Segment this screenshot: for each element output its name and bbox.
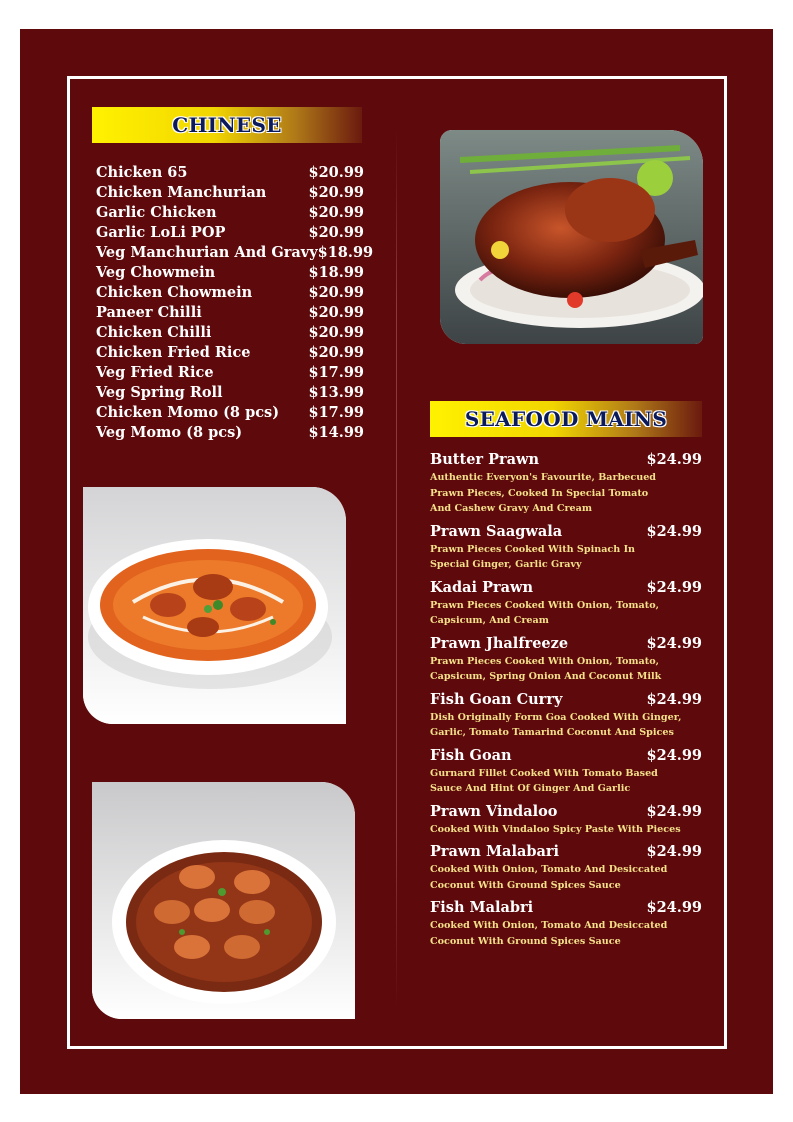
item-description: Dish Originally Form Goa Cooked With Ginger, Garlic, Tomato Tamarind Coconut And Spices (430, 711, 682, 738)
item-price: $17.99 (308, 364, 364, 381)
item-price: $20.99 (308, 324, 364, 341)
menu-item (96, 263, 364, 283)
item-description: Authentic Everyon's Favourite, Barbecued Prawn Pieces, Cooked In Special Tomato And Cashew Gravy And Cream (430, 472, 657, 514)
item-price: $24.99 (646, 451, 702, 468)
item-name: Veg Spring Roll (96, 384, 223, 401)
item-name: Veg Fried Rice (96, 364, 214, 381)
item-price: $24.99 (646, 578, 702, 596)
item-name: Veg Chowmein (96, 264, 216, 281)
item-name: Prawn Malabari (430, 843, 560, 860)
item-name: Chicken Manchurian (96, 184, 267, 201)
menu-item (430, 746, 702, 797)
column-divider (396, 129, 397, 1009)
item-price: $24.99 (646, 843, 702, 860)
menu-item (96, 243, 374, 263)
chinese-menu-list (96, 163, 374, 443)
menu-item (96, 343, 364, 363)
item-price: $24.99 (646, 522, 702, 540)
menu-item (96, 383, 364, 403)
item-price: $14.99 (308, 424, 364, 441)
item-price: $20.99 (308, 164, 364, 181)
item-price: $17.99 (308, 404, 364, 421)
item-price: $24.99 (646, 634, 702, 652)
item-name: Prawn Jhalfreeze (430, 634, 569, 652)
item-price: $20.99 (308, 184, 364, 201)
seafood-menu-list (430, 450, 702, 954)
item-price: $18.99 (317, 244, 374, 261)
menu-item (96, 423, 364, 443)
item-name: Garlic Chicken (96, 204, 217, 221)
tandoori-chicken-photo (440, 130, 703, 344)
item-description: Prawn Pieces Cooked With Onion, Tomato, Capsicum, Spring Onion And Coconut Milk (430, 655, 662, 682)
menu-item (430, 450, 702, 517)
menu-item (430, 842, 702, 893)
item-description: Prawn Pieces Cooked With Onion, Tomato, Capsicum, And Cream (430, 599, 659, 626)
menu-item (96, 303, 364, 323)
item-name: Butter Prawn (430, 451, 540, 468)
item-name: Fish Goan (430, 746, 512, 764)
menu-item (96, 183, 364, 203)
item-description: Cooked With Vindaloo Spicy Paste With Pieces (430, 823, 681, 835)
item-price: $24.99 (646, 690, 702, 708)
item-name: Fish Malabri (430, 899, 534, 916)
menu-item (430, 522, 702, 573)
menu-item (96, 323, 364, 343)
seafood-title: SEAFOOD MAINS (464, 407, 668, 431)
chinese-title: CHINESE (172, 113, 282, 137)
item-price: $24.99 (646, 802, 702, 820)
seafood-banner (430, 401, 702, 437)
item-price: $20.99 (308, 224, 364, 241)
item-price: $20.99 (308, 344, 364, 361)
chinese-banner (92, 107, 362, 143)
menu-item (430, 690, 702, 741)
item-name: Veg Manchurian And Gravy (96, 244, 318, 261)
item-name: Kadai Prawn (430, 578, 534, 596)
item-name: Chicken Chowmein (96, 284, 253, 301)
menu-item (96, 403, 364, 423)
item-name: Chicken Chilli (96, 324, 212, 341)
item-name: Prawn Vindaloo (430, 802, 558, 820)
item-name: Paneer Chilli (96, 304, 202, 321)
item-price: $24.99 (646, 746, 702, 764)
item-price: $13.99 (308, 384, 364, 401)
item-description: Gurnard Fillet Cooked With Tomato Based Sauce And Hint Of Ginger And Garlic (430, 767, 658, 794)
item-price: $20.99 (308, 204, 364, 221)
menu-item (430, 634, 702, 685)
item-price: $18.99 (308, 264, 364, 281)
menu-item (430, 802, 702, 838)
menu-item (96, 363, 364, 383)
item-name: Chicken 65 (96, 164, 188, 181)
butter-chicken-photo (83, 487, 346, 724)
menu-item (430, 578, 702, 629)
item-name: Garlic LoLi POP (96, 224, 226, 241)
item-name: Prawn Saagwala (430, 522, 563, 540)
item-name: Veg Momo (8 pcs) (96, 424, 243, 441)
item-price: $20.99 (308, 304, 364, 321)
item-name: Fish Goan Curry (430, 690, 563, 708)
item-price: $20.99 (308, 284, 364, 301)
menu-item (96, 223, 364, 243)
menu-item (96, 163, 364, 183)
prawn-curry-photo (92, 782, 355, 1019)
item-description: Prawn Pieces Cooked With Spinach In Special Ginger, Garlic Gravy (430, 543, 636, 570)
item-description: Cooked With Onion, Tomato And Desiccated Coconut With Ground Spices Sauce (430, 864, 668, 891)
item-name: Chicken Momo (8 pcs) (96, 404, 280, 421)
menu-item (96, 283, 364, 303)
menu-item (96, 203, 364, 223)
item-price: $24.99 (646, 899, 702, 916)
item-name: Chicken Fried Rice (96, 344, 251, 361)
menu-item (430, 898, 702, 949)
item-description: Cooked With Onion, Tomato And Desiccated Coconut With Ground Spices Sauce (430, 920, 668, 947)
